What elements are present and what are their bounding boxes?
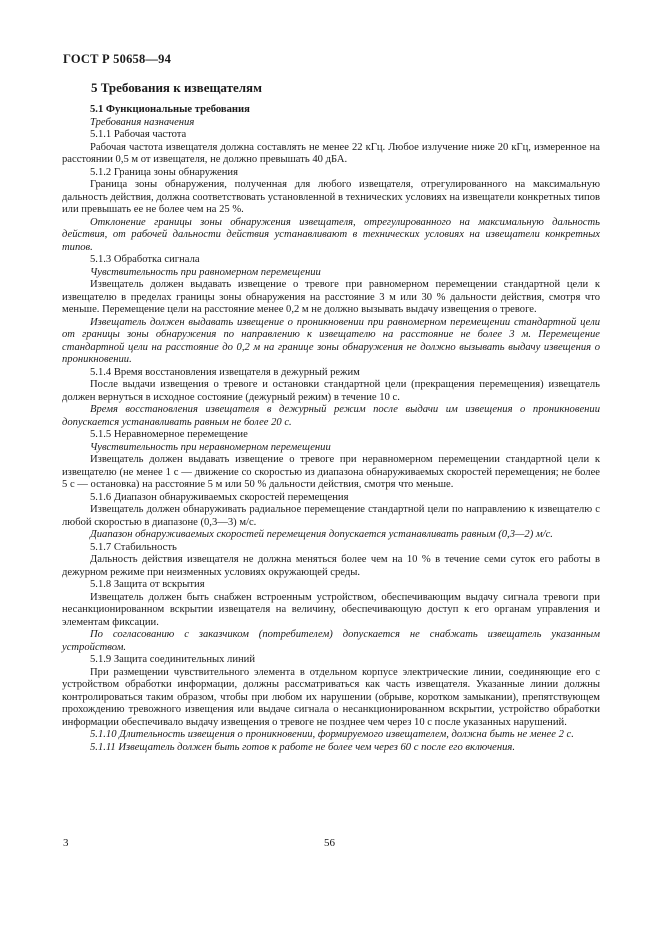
- clause-text: Дальность действия извещателя не должна меняться более чем на 10 % в течение семи суток его работы в дежурном режиме при неизменных условиях окружающей среды.: [62, 554, 600, 578]
- clause-text: 5.1.10 Длительность извещения о проникновении, формируемого извещателем, должна быть не менее 2 с.: [90, 729, 574, 740]
- clause-text: 5.1.11 Извещатель должен быть готов к работе не более чем через 60 с после его включения.: [90, 741, 515, 753]
- clause-note: Извещатель должен выдавать извещение о проникновении при равномерном перемещении стандартной цели от границы зоны обнаружения по направлению к извещателю на расстояние не более 3 м. Перемещение стандартной цели на расстояние до 0,2 м на границе зоны обнаружения не должно вызывать выдачу извещения о проникновении.: [62, 316, 600, 365]
- standard-header: ГОСТ Р 50658—94: [63, 52, 172, 66]
- page-number: 56: [324, 837, 335, 849]
- clause-heading: 5.1.3 Обработка сигнала: [90, 254, 200, 265]
- clause-note: Диапазон обнаруживаемых скоростей перемещения допускается устанавливать равным (0,3—2) м/с.: [90, 529, 553, 540]
- clause-heading: 5.1.4 Время восстановления извещателя в дежурный режим: [90, 366, 360, 378]
- clause-heading: 5.1.9 Защита соединительных линий: [90, 654, 256, 665]
- clause-heading: 5.1.5 Неравномерное перемещение: [90, 429, 248, 440]
- clause-text: Извещатель должен выдавать извещение о тревоге при неравномерном перемещении стандартной цели к извещателю (не менее 1 с — движение со скоростью из диапазона обнаруживаемых скоростей перемещения; не более 5 с — остановка) на расстояние 5 м или 50 % дальности действия, смотря что меньше.: [62, 454, 600, 490]
- requirement-group-heading: Требования назначения: [90, 116, 195, 128]
- clause-heading: 5.1.7 Стабильность: [90, 541, 177, 553]
- clause-heading: 5.1.6 Диапазон обнаруживаемых скоростей перемещения: [90, 491, 349, 503]
- section-title: 5 Требования к извещателям: [91, 80, 262, 95]
- clause-text: После выдачи извещения о тревоге и остановки стандартной цели (прекращения перемещения) извещатель должен вернуться в исходное состояние (дежурный режим) в течение 10 с.: [62, 379, 600, 403]
- document-body: [62, 80, 600, 754]
- clause-text: Рабочая частота извещателя должна составлять не менее 22 кГц. Любое излучение ниже 20 кГц, измеренное на расстоянии 0,5 м от извещателя, не должно превышать 40 дБА.: [62, 141, 600, 165]
- subsection-heading: 5.1 Функциональные требования: [90, 104, 250, 115]
- clause-text: При размещении чувствительного элемента в отдельном корпусе электрические линии, соединяющие его с устройством обработки информации, должны рассматриваться как часть извещателя. Указанные линии должны контролироваться таким образом, чтобы при любом их нарушении (обрыве, коротком замыкании), препятствующем прохождению тревожного извещения или выдаче сигнала о несанкционированном вскрытии, устройство обработки информации обеспечивало выдачу извещения о тревоге не позднее чем через 10 с после указанных нарушений.: [62, 666, 600, 728]
- clause-text: Извещатель должен быть снабжен встроенным устройством, обеспечивающим выдачу сигнала тревоги при несанкционированном вскрытии извещателя на величину, обеспечивающую доступ к его органам управления и элементам фиксации.: [62, 591, 600, 628]
- clause-note: Время восстановления извещателя в дежурный режим после выдачи им извещения о проникновении допускается устанавливать равным не более 20 с.: [62, 404, 600, 428]
- clause-text: Извещатель должен обнаруживать радиальное перемещение стандартной цели по направлению к извещателю с любой скоростью в диапазоне (0,3—3) м/с.: [62, 504, 600, 528]
- clause-subheading: Чувствительность при неравномерном перемещении: [90, 441, 331, 453]
- clause-text: Граница зоны обнаружения, полученная для любого извещателя, отрегулированного на максимальную дальность действия, должна соответствовать установленной в технических условиях на извещатели конкретных типов или превышать ее не более чем на 25 %.: [62, 179, 600, 215]
- clause-text: Извещатель должен выдавать извещение о тревоге при равномерном перемещении стандартной цели к извещателю в пределах границы зоны обнаружения на расстояние 3 м или 30 % дальности действия, смотря что меньше. Перемещение цели на расстояние менее 0,2 м не должно вызывать выдачу извещения о тревоге.: [62, 279, 600, 315]
- footer-issue-number: 3: [63, 837, 69, 849]
- clause-heading: 5.1.1 Рабочая частота: [90, 129, 187, 140]
- clause-subheading: Чувствительность при равномерном перемещении: [90, 266, 321, 278]
- clause-heading: 5.1.2 Граница зоны обнаружения: [90, 166, 238, 178]
- clause-heading: 5.1.8 Защита от вскрытия: [90, 579, 205, 590]
- clause-note: По согласованию с заказчиком (потребителем) допускается не снабжать извещатель указанным устройством.: [62, 629, 600, 653]
- clause-note: Отклонение границы зоны обнаружения извещателя, отрегулированного на максимальную дальность действия, от рабочей дальности действия устанавливают в технических условиях на извещатели конкретных типов.: [62, 216, 600, 253]
